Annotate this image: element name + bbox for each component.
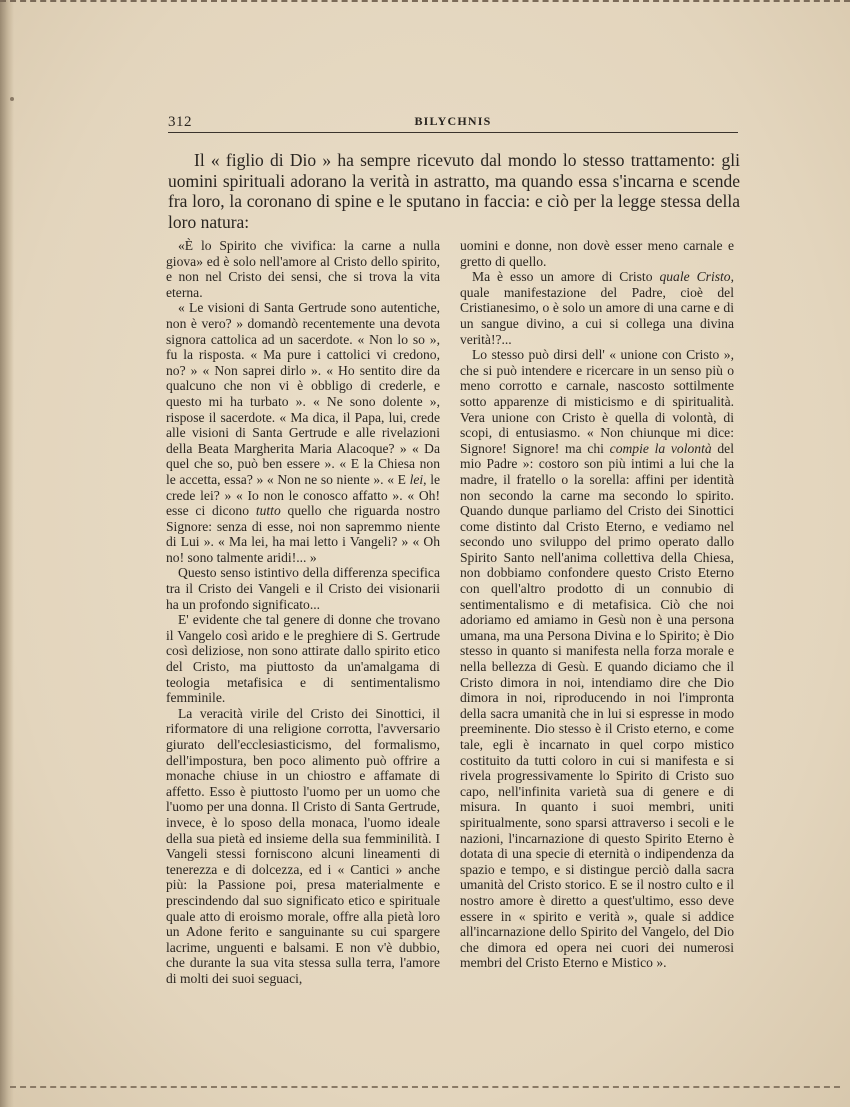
top-torn-edge (0, 0, 850, 8)
paragraph: La veracità virile del Cristo dei Sinottici, il riformatore di una religione corrotta, l'avversario giurato dell'ecclesiasticismo, del formalismo, dell'impostura, ben poco alimento può offrire a monache chiuse in un chiostro e affamate di affetto. Esso è piuttosto l'uomo per un uomo che l'uomo per una donna. Il Cristo di Santa Gertrude, invece, è lo sposo della monaca, l'uomo ideale della sua pietà ed insieme della sua femminilità. I Vangeli stessi forniscono alcuni lineamenti di tenerezza e di dolcezza, ed i « Cantici » anche più: la Passione poi, presa materialmente e prescindendo dal suo significato etico e spirituale quale atto di eroismo morale, offre alla pietà loro un Adone ferito e sanguinante su cui spargere lacrime, unguenti e balsami. E non v'è dubbio, che durante la sua vita stessa sulla terra, l'amore di molti dei suoi seguaci, (166, 705, 440, 986)
right-column (460, 238, 734, 971)
bottom-torn-edge (10, 1086, 840, 1098)
left-column (166, 238, 440, 987)
page-number: 312 (168, 114, 192, 130)
paragraph: Questo senso istintivo della differenza specifica tra il Cristo dei Vangeli e il Cristo dei visionarii ha un profondo significato... (166, 565, 440, 612)
running-header (168, 110, 738, 133)
paragraph: E' evidente che tal genere di donne che trovano il Vangelo così arido e le preghiere di S. Gertrude così deliziose, non sono attirate dallo spirito etico del Cristo, ma piuttosto da un'amalgama di teologia metafisica e di sentimentalismo femminile. (166, 612, 440, 706)
paragraph: Lo stesso può dirsi dell' « unione con Cristo », che si può intendere e ricercare in un senso più o meno corrotto e carnale, nascosto sottilmente sotto apparenze di misticismo e di spiritualità. Vera unione con Cristo è quella di volontà, di scopi, di entusiasmo. « Non chiunque mi dice: Signore! Signore! ma chi compie la volontà del mio Padre »: costoro son più intimi a lui che la madre, il fratello o la sorella: affini per identità non secondo la carne ma secondo lo spirito. Quando dunque parliamo del Cristo dei Sinottici come distinto dal Cristo Eterno, e vediamo nel secondo uno sviluppo del primo operato dallo Spirito Santo nell'anima collettiva della Chiesa, non dobbiamo confondere questo Cristo Eterno con quell'altro prodotto di un connubio di sentimentalismo e di metafisica. Ciò che noi adoriamo ed amiamo in Gesù non è una persona umana, ma una Persona Divina e lo Spirito; è Dio stesso in quanto si manifesta nella forza morale e nella bellezza di Gesù. E quando diciamo che il Cristo dimora in noi, intendiamo dire che Dio dimora in noi, riproducendo in noi l'impronta della sacra umanità che in lui si espresse in modo preeminente. Dio stesso è il Cristo eterno, e come tale, egli è incarnato in quel corpo mistico costituito da tutti coloro in cui si manifesta e si rivela progressivamente lo Spirito di Cristo suo capo, nell'infinita varietà sua di genere e di misura. In quanto i suoi membri, uniti spiritualmente, sono sparsi attraverso i secoli e le nazioni, l'incarnazione di questo Spirito Eterno è dotata di una specie di eternità o indipendenza da spazio e tempo, e si distingue perciò dalla sacra umanità del Cristo storico. E se il nostro culto e il nostro amore è diretto a quest'ultimo, esso deve essere in « spirito e verità », quale si addice all'incarnazione dello Spirito del Vangelo, del Dio che dimora ed opera nei cuori dei numerosi membri del Cristo Eterno e Mistico ». (460, 347, 734, 971)
binding-edge (0, 0, 14, 1107)
paragraph: «È lo Spirito che vivifica: la carne a nulla giova» ed è solo nell'amore al Cristo dello spirito, e non nel Cristo dei sensi, che si trova la vita eterna. (166, 238, 440, 300)
paragraph: « Le visioni di Santa Gertrude sono autentiche, non è vero? » domandò recentemente una devota signora cattolica ad un sacerdote. « Non lo so », fu la risposta. « Ma pure i cattolici vi credono, no? » « Non saprei dirlo ». « Ho sentito dire da qualcuno che non vi è obbligo di crederle, e questo mi ha turbato ». « Ne sono dolente », rispose il sacerdote. « Ma dica, il Papa, lui, crede alle visioni di Santa Gertrude e alle rivelazioni della Beata Margherita Maria Alacoque? » « Da quel che so, può ben essere ». « E la Chiesa non le accetta, essa? » « Non ne so niente ». « E lei, le crede lei? » « Io non le conosco affatto ». « Oh! esse ci dicono tutto quello che riguarda nostro Signore: senza di esse, noi non sapremmo niente di Lui ». « Ma lei, ha mai letto i Vangeli? » « Oh no! sono talmente aridi!... » (166, 300, 441, 565)
intro-paragraph: Il « figlio di Dio » ha sempre ricevuto dal mondo lo stesso trattamento: gli uomini spirituali adorano la verità in astratto, ma quando essa s'incarna e scende fra loro, la coronano di spine e le sputano in faccia: e ciò per la legge stessa della loro natura: (168, 150, 740, 232)
paragraph-continued: uomini e donne, non dovè esser meno carnale e gretto di quello. (460, 238, 734, 269)
margin-mark (10, 97, 14, 101)
running-title: BILYCHNIS (414, 114, 492, 128)
paragraph: Ma è esso un amore di Cristo quale Cristo, quale manifestazione del Padre, cioè del Cristianesimo, o è solo un amore di una carne e di un sangue divino, a cui si collega una divina verità!?... (460, 269, 734, 347)
